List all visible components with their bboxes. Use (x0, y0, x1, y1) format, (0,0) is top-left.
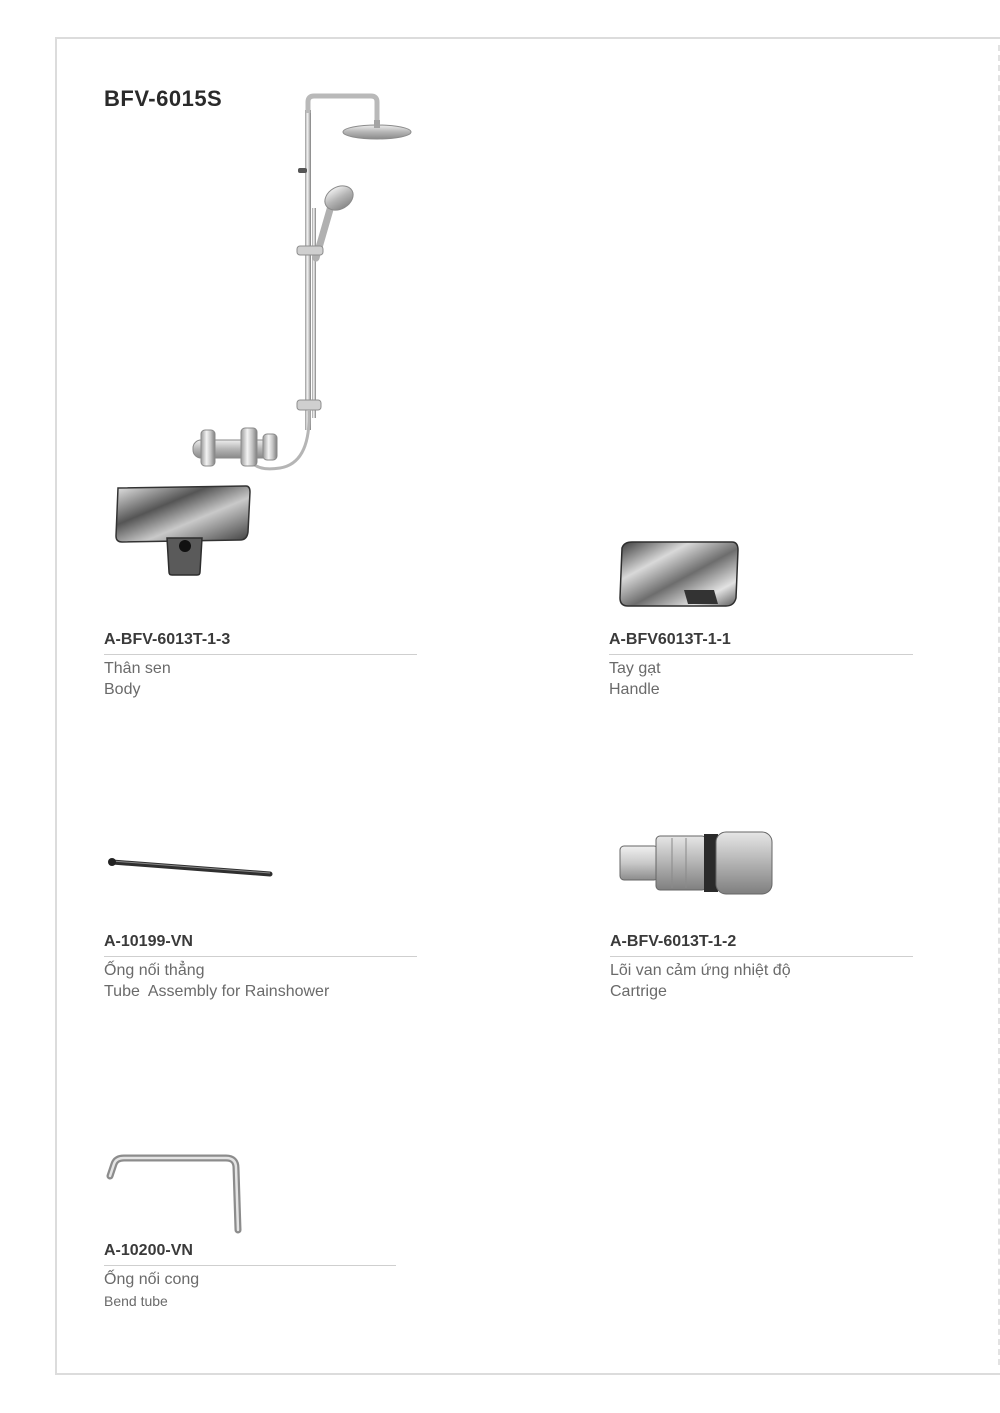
part-divider (104, 1265, 396, 1266)
body-part-image (112, 480, 252, 580)
part-name-en-body: Body (104, 681, 141, 698)
part-code-bend-tube: A-10200-VN (104, 1242, 193, 1259)
part-name-en-handle: Handle (609, 681, 660, 698)
part-name-vi-body: Thân sen (104, 660, 171, 677)
part-divider (610, 956, 913, 957)
bend-tube-image (104, 1152, 246, 1236)
part-name-vi-handle: Tay gạt (609, 660, 661, 677)
part-name-vi-straight-tube: Ống nối thẳng (104, 962, 205, 979)
part-name-en-straight-tube: Tube Assembly for Rainshower (104, 983, 330, 1000)
handle-part-image (614, 538, 744, 614)
part-name-vi-bend-tube: Ống nối cong (104, 1271, 200, 1288)
product-model-title: BFV-6015S (104, 86, 223, 111)
part-code-straight-tube: A-10199-VN (104, 933, 193, 950)
shower-system-image (185, 88, 425, 488)
part-divider (104, 956, 417, 957)
cartridge-image (612, 826, 784, 900)
part-code-handle: A-BFV6013T-1-1 (609, 631, 731, 648)
part-name-en-bend-tube: Bend tube (104, 1293, 168, 1309)
part-code-body: A-BFV-6013T-1-3 (104, 631, 231, 648)
part-divider (609, 654, 913, 655)
straight-tube-image (106, 852, 276, 882)
part-code-cartridge: A-BFV-6013T-1-2 (610, 933, 737, 950)
part-divider (104, 654, 417, 655)
part-name-vi-cartridge: Lõi van cảm ứng nhiệt độ (610, 962, 791, 979)
part-name-en-cartridge: Cartrige (610, 983, 667, 1000)
